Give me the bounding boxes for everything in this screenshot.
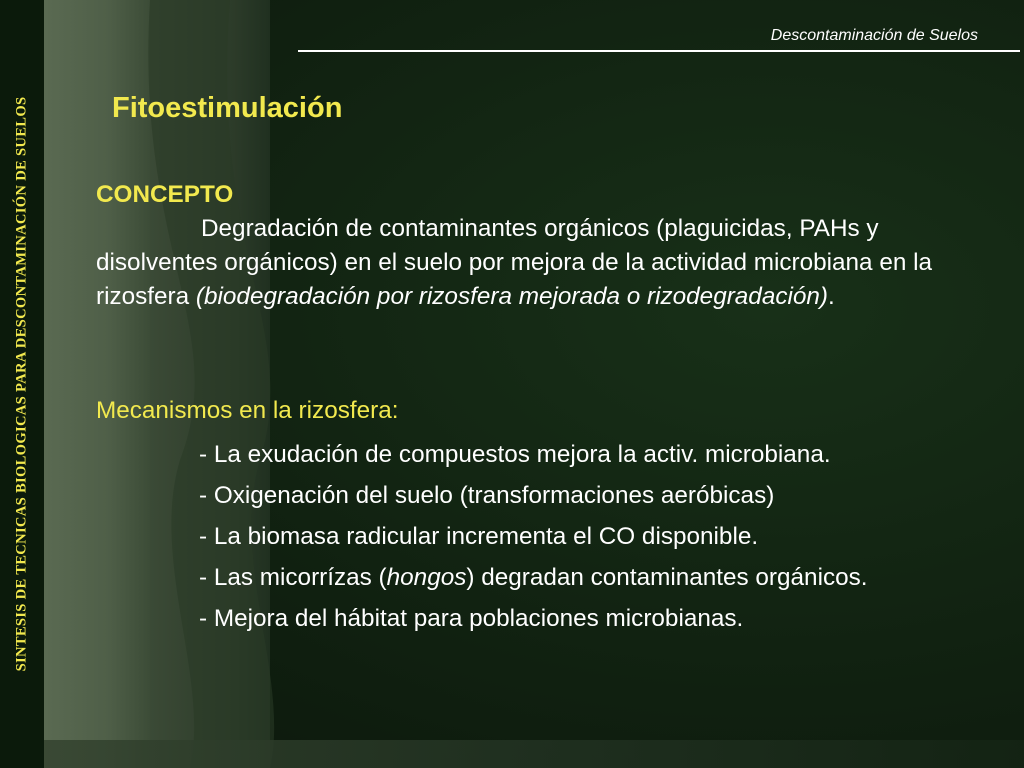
concept-text: Degradación de contaminantes orgánicos (plaguicidas, PAHs y disolventes orgánicos) en el suelo por mejora de la actividad microbiana en la rizosfera bbox=[96, 215, 933, 310]
list-item-text-italic: hongos bbox=[386, 564, 467, 591]
sidebar-vertical-title: SINTESIS DE TECNICAS BIOLOGICAS PARA DESCONTAMINACIÓN DE SUELOS bbox=[13, 96, 30, 672]
header-title: Descontaminación de Suelos bbox=[770, 27, 978, 44]
sidebar bbox=[0, 0, 44, 768]
list-item bbox=[96, 557, 996, 598]
slide-content bbox=[96, 178, 996, 639]
bottom-decoration-bar bbox=[44, 740, 1024, 768]
header-divider bbox=[298, 50, 1020, 52]
concept-end: . bbox=[828, 283, 835, 310]
list-item: - Mejora del hábitat para poblaciones microbianas. bbox=[199, 605, 744, 632]
mechanisms-title: Mecanismos en la rizosfera: bbox=[96, 397, 399, 424]
list-item: - Oxigenación del suelo (transformaciones aeróbicas) bbox=[199, 482, 775, 509]
concept-italic-text: (biodegradación por rizosfera mejorada o rizodegradación) bbox=[195, 283, 828, 310]
list-item: - La biomasa radicular incrementa el CO disponible. bbox=[199, 523, 759, 550]
list-item-text-pre: - Las micorrízas ( bbox=[199, 564, 387, 591]
concept-label: CONCEPTO bbox=[96, 181, 234, 208]
list-item-text-post: ) degradan contaminantes orgánicos. bbox=[466, 564, 868, 591]
list-item: - La exudación de compuestos mejora la activ. microbiana. bbox=[199, 441, 831, 468]
slide-title: Fitoestimulación bbox=[112, 92, 343, 124]
concept-paragraph bbox=[96, 212, 976, 314]
mechanisms-list bbox=[96, 434, 996, 639]
